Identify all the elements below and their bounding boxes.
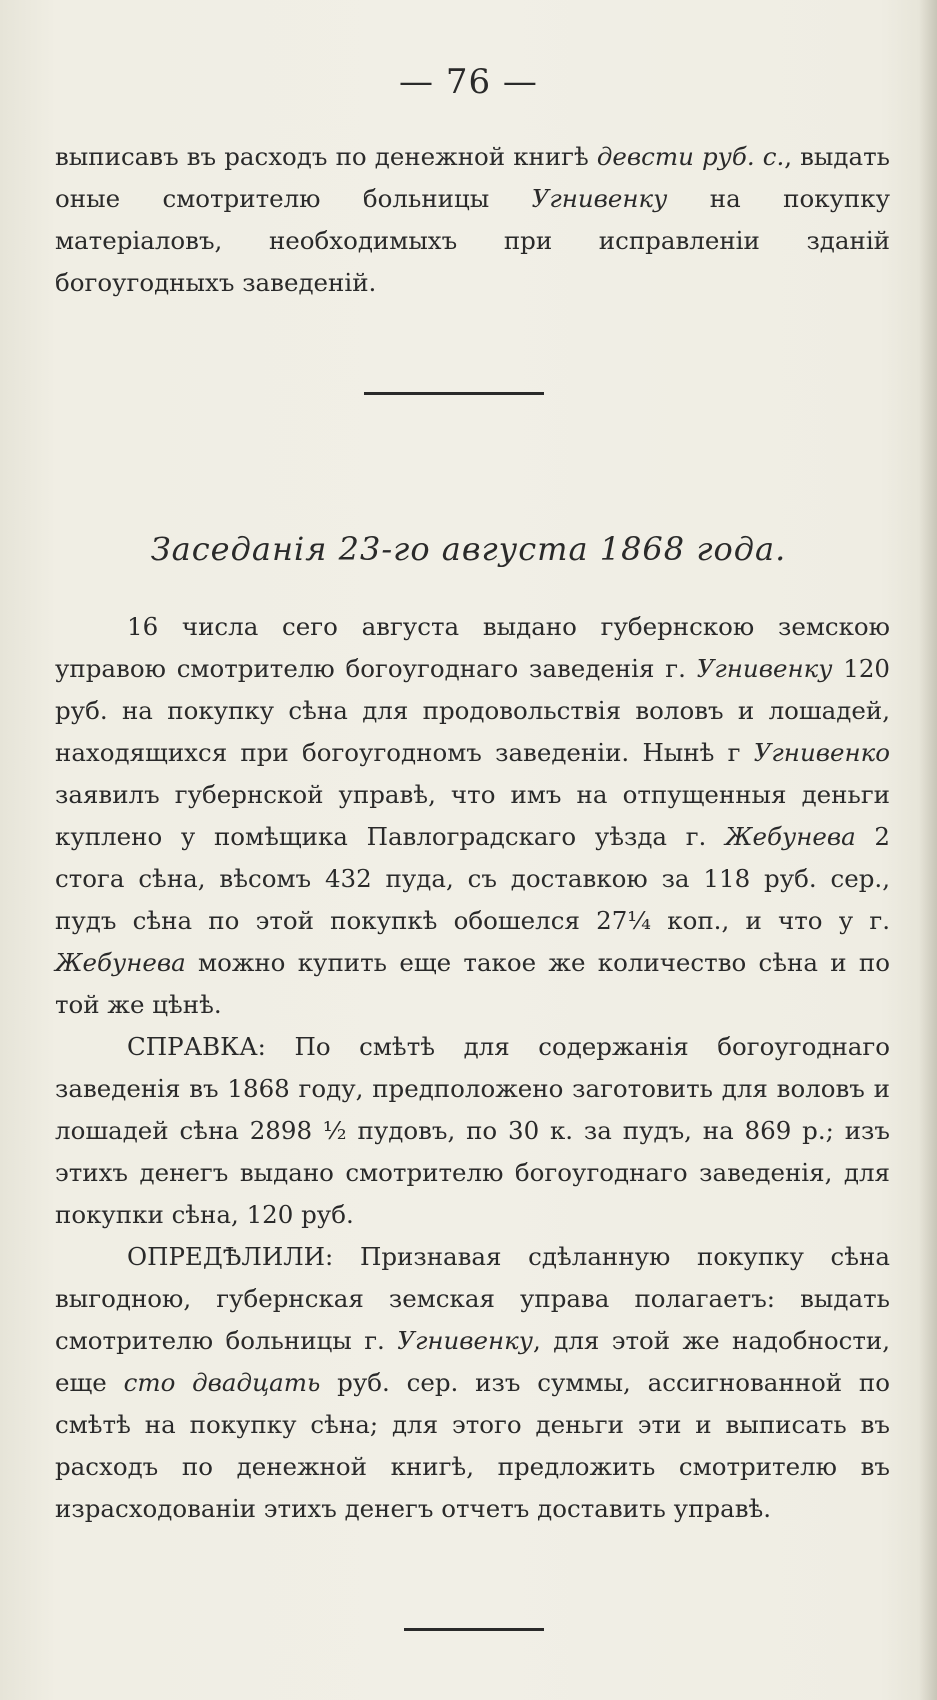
- italic-name: Угнивенко: [753, 738, 890, 767]
- paragraph-3-resolution: [55, 1236, 890, 1530]
- italic-amount: сто двадцать: [123, 1368, 321, 1397]
- italic-amount: девсти руб. с.: [596, 142, 785, 171]
- text-span: заявилъ губернской управѣ, что имъ на отпущенныя деньги куплено у помѣщика Павлоградскаго уѣзда г.: [55, 780, 890, 851]
- page-spine-shadow: [919, 0, 937, 1700]
- top-paragraph-text: [55, 136, 890, 304]
- italic-name: Угнивенку: [397, 1326, 534, 1355]
- text-span: на покупку матеріаловъ, необходимыхъ при исправленіи зданій богоугодныхъ заведеній.: [55, 184, 890, 297]
- session-heading: Заседанія 23-го августа 1868 года.: [150, 530, 787, 568]
- text-span: ОПРЕДѢЛИЛИ: Признавая сдѣланную покупку сѣна выгодною, губернская земская управа полагаетъ: выдать смотрителю больницы г.: [55, 1242, 890, 1355]
- text-span: руб. сер. изъ суммы, ассигнованной по смѣтѣ на покупку сѣна; для этого деньги эти и выписать въ расходъ по денежной книгѣ, предложить смотрителю въ израсходованіи этихъ денегъ отчетъ доставить управѣ.: [55, 1368, 890, 1523]
- text-span: 2 стога сѣна, вѣсомъ 432 пуда, съ доставкою за 118 руб. сер., пудъ сѣна по этой покупкѣ обошелся 27¼ коп., и что у г.: [55, 822, 890, 935]
- italic-name: Жебунева: [55, 948, 186, 977]
- text-span: можно купить еще такое же количество сѣна и по той же цѣнѣ.: [55, 948, 890, 1019]
- page-number: — 76 —: [399, 62, 538, 102]
- italic-name: Угнивенку: [696, 654, 833, 683]
- paragraph-1: [55, 606, 890, 1026]
- section-divider-bottom: [404, 1628, 544, 1631]
- italic-name: Угнивенку: [531, 184, 668, 213]
- text-span: 16 числа сего августа выдано губернскою земскою управою смотрителю богоугоднаго заведенія г.: [55, 612, 890, 683]
- text-span: 120 руб. на покупку сѣна для продовольствія воловъ и лошадей, находящихся при богоугодномъ заведеніи. Нынѣ г: [55, 654, 890, 767]
- text-span: , для этой же надобности, еще: [55, 1326, 890, 1397]
- italic-name: Жебунева: [725, 822, 856, 851]
- paragraph-2-spravka: СПРАВКА: По смѣтѣ для содержанія богоугоднаго заведенія въ 1868 году, предположено заготовить для воловъ и лошадей сѣна 2898 ½ пудовъ, по 30 к. за пудъ, на 869 р.; изъ этихъ денегъ выдано смотрителю богоугоднаго заведенія, для покупки сѣна, 120 руб.: [55, 1032, 890, 1229]
- section-divider-top: [364, 392, 544, 395]
- text-span: , выдать оные смотрителю больницы: [55, 142, 890, 213]
- top-paragraph: [55, 136, 890, 304]
- text-span: выписавъ въ расходъ по денежной книгѣ: [55, 142, 597, 171]
- main-text: [55, 606, 890, 1530]
